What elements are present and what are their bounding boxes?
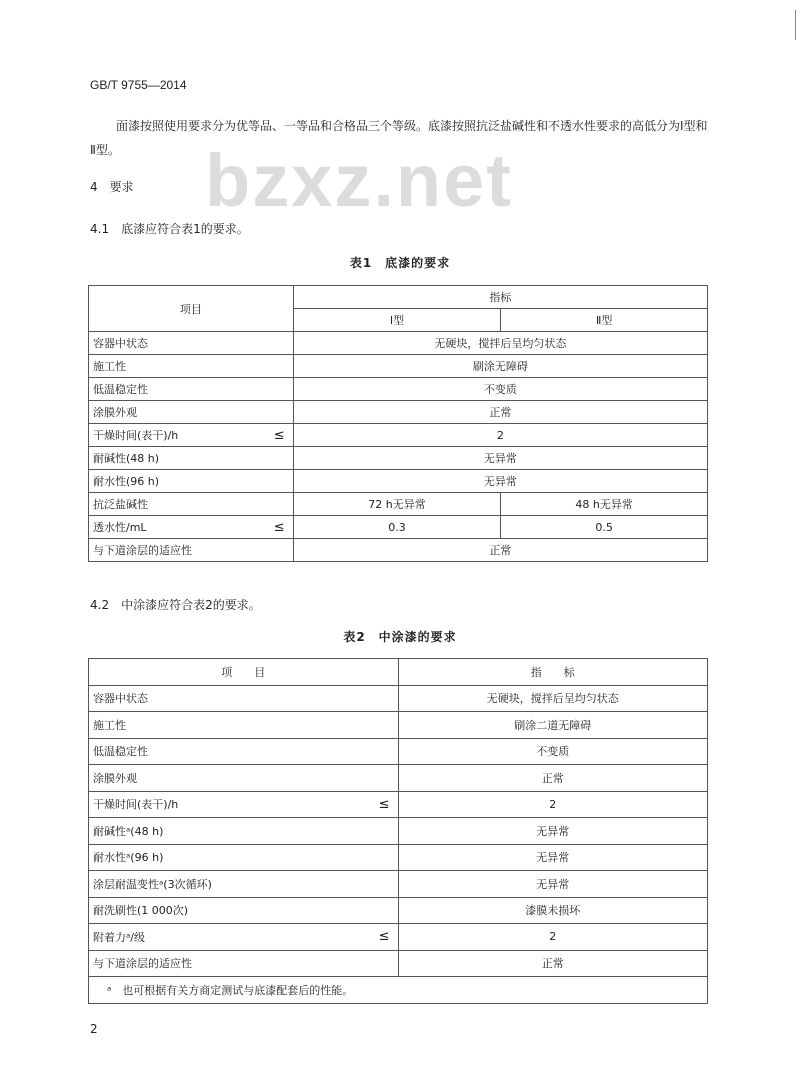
row-symbol: [263, 539, 293, 562]
row-value: 刷涂无障碍: [293, 355, 707, 378]
row-value: 正常: [293, 401, 707, 424]
row-value: 正常: [398, 765, 708, 792]
row-value: 无异常: [398, 818, 708, 845]
row-value: 无异常: [293, 447, 707, 470]
row-item: 附着力ᵃ/级: [89, 924, 369, 951]
row-value: 正常: [293, 539, 707, 562]
row-symbol: [368, 765, 398, 792]
row-item: 透水性/mL: [89, 516, 264, 539]
table-row: [89, 924, 708, 951]
row-item: 干燥时间(表干)/h: [89, 791, 369, 818]
row-symbol: ≤: [263, 424, 293, 447]
row-item: 耐水性ᵃ(96 h): [89, 844, 369, 871]
row-value: 不变质: [293, 378, 707, 401]
row-symbol: [368, 871, 398, 898]
row-symbol: [263, 401, 293, 424]
table-row: [89, 516, 708, 539]
table2-caption: 表2 中涂漆的要求: [343, 630, 457, 644]
row-symbol: [368, 685, 398, 712]
row-value: 无异常: [398, 871, 708, 898]
table2-header-item: 项 目: [89, 659, 399, 686]
table-row: [89, 378, 708, 401]
row-item: 耐碱性(48 h): [89, 447, 264, 470]
row-symbol: [368, 950, 398, 977]
page-number: 2: [90, 1022, 98, 1036]
table-row: [89, 685, 708, 712]
row-symbol: [263, 493, 293, 516]
intro-paragraph: 面漆按照使用要求分为优等品、一等品和合格品三个等级。底漆按照抗泛盐碱性和不透水性要求的高低分为Ⅰ型和Ⅱ型。: [90, 119, 708, 157]
row-symbol: ≤: [263, 516, 293, 539]
table-row: [89, 401, 708, 424]
row-value-type2: 48 h无异常: [501, 493, 708, 516]
row-item: 耐洗刷性(1 000次): [89, 897, 369, 924]
row-symbol: [263, 470, 293, 493]
row-value: 刷涂二道无障碍: [398, 712, 708, 739]
row-symbol: [263, 332, 293, 355]
row-symbol: [368, 844, 398, 871]
row-item: 与下道涂层的适应性: [89, 950, 369, 977]
row-item: 涂膜外观: [89, 765, 369, 792]
table-row: [89, 447, 708, 470]
section-4-1: 4.1 底漆应符合表1的要求。: [90, 222, 249, 236]
table1-header-item: 项目: [89, 286, 294, 332]
table1-header-type1: Ⅰ型: [293, 309, 501, 332]
row-value: 无硬块，搅拌后呈均匀状态: [293, 332, 707, 355]
row-symbol: [368, 818, 398, 845]
row-symbol: [263, 447, 293, 470]
row-value: 无异常: [293, 470, 707, 493]
row-item: 涂膜外观: [89, 401, 264, 424]
row-item: 施工性: [89, 712, 369, 739]
row-symbol: [263, 355, 293, 378]
row-value: 不变质: [398, 738, 708, 765]
table1: [88, 285, 708, 562]
section-4-heading: 4 要求: [90, 180, 134, 194]
row-item: 与下道涂层的适应性: [89, 539, 264, 562]
row-item: 施工性: [89, 355, 264, 378]
table-row: [89, 332, 708, 355]
row-item: 容器中状态: [89, 332, 264, 355]
row-symbol: ≤: [368, 791, 398, 818]
row-value-type1: 72 h无异常: [293, 493, 501, 516]
row-value: 2: [293, 424, 707, 447]
table1-caption: 表1 底漆的要求: [349, 256, 451, 270]
standard-number: GB/T 9755—2014: [90, 78, 187, 92]
table-row: [89, 871, 708, 898]
row-value-type2: 0.5: [501, 516, 708, 539]
row-item: 抗泛盐碱性: [89, 493, 264, 516]
row-item: 低温稳定性: [89, 378, 264, 401]
row-value: 漆膜未损坏: [398, 897, 708, 924]
table-row: [89, 355, 708, 378]
row-item: 低温稳定性: [89, 738, 369, 765]
row-symbol: [368, 897, 398, 924]
table2-footnote: ᵃ 也可根据有关方商定测试与底漆配套后的性能。: [89, 977, 708, 1004]
table-row: [89, 539, 708, 562]
row-value: 无异常: [398, 844, 708, 871]
row-value-type1: 0.3: [293, 516, 501, 539]
row-item: 耐碱性ᵃ(48 h): [89, 818, 369, 845]
table1-header-index: 指标: [293, 286, 707, 309]
table2: [88, 658, 708, 1004]
row-value: 2: [398, 924, 708, 951]
table-row: [89, 424, 708, 447]
row-item: 干燥时间(表干)/h: [89, 424, 264, 447]
row-symbol: [263, 378, 293, 401]
table-row: [89, 897, 708, 924]
section-4-2: 4.2 中涂漆应符合表2的要求。: [90, 598, 261, 612]
row-value: 2: [398, 791, 708, 818]
row-item: 耐水性(96 h): [89, 470, 264, 493]
row-value: 正常: [398, 950, 708, 977]
table-row: [89, 950, 708, 977]
row-item: 涂层耐温变性ᵃ(3次循环): [89, 871, 369, 898]
scan-edge-mark: [795, 10, 796, 40]
table1-header-type2: Ⅱ型: [501, 309, 708, 332]
table-row: [89, 738, 708, 765]
table-row: [89, 844, 708, 871]
row-symbol: [368, 738, 398, 765]
table-row: [89, 712, 708, 739]
row-symbol: ≤: [368, 924, 398, 951]
table-row: [89, 791, 708, 818]
table-row: [89, 470, 708, 493]
table2-header-index: 指 标: [398, 659, 708, 686]
row-symbol: [368, 712, 398, 739]
watermark: bzxz.net: [205, 139, 513, 222]
table-row: [89, 818, 708, 845]
row-item: 容器中状态: [89, 685, 369, 712]
table-row: [89, 493, 708, 516]
table-row: [89, 765, 708, 792]
row-value: 无硬块，搅拌后呈均匀状态: [398, 685, 708, 712]
